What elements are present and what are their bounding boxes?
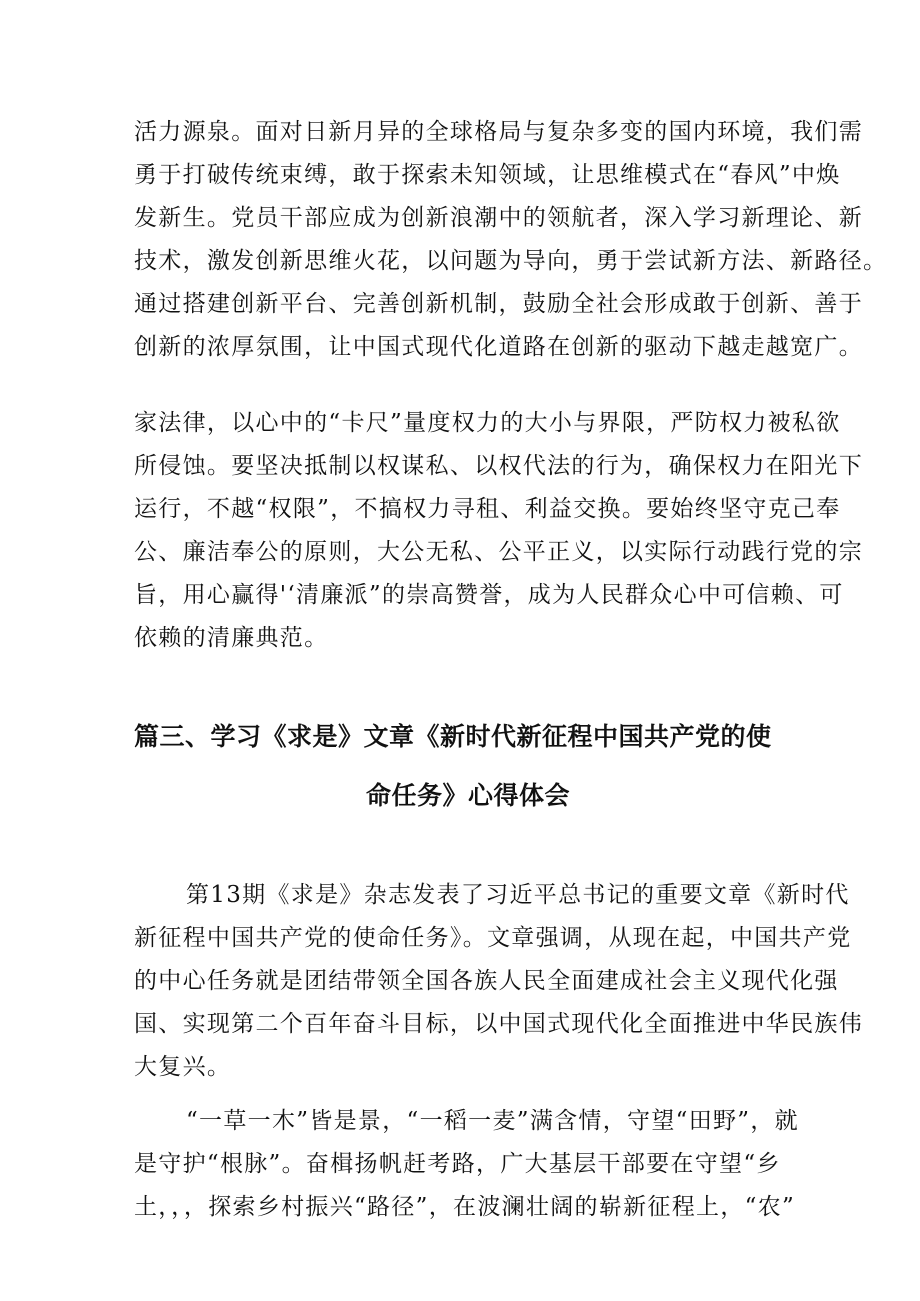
paragraph-first-line: 第13期《求是》杂志发表了习近平总书记的重要文章《新时代 (186, 882, 850, 908)
paragraph-line: 活力源泉。面对日新月异的全球格局与复杂多变的国内环境，我们需 (134, 119, 863, 145)
paragraph-line: 通过搭建创新平台、完善创新机制，鼓励全社会形成敢于创新、善于 (134, 291, 863, 317)
paragraph-line: 新征程中国共产党的使命任务》。文章强调，从现在起，中国共产党 (134, 925, 852, 951)
paragraph-first-line: “一草一木”皆是景，“一稻一麦”满含情，守望“田野”，就 (186, 1108, 799, 1134)
paragraph-line: 技术，激发创新思维火花，以问题为导向，勇于尝试新方法、新路径。 (134, 248, 888, 274)
paragraph-line: 运行，不越“权限”，不搞权力寻租、利益交换。要始终坚守克己奉 (134, 496, 841, 522)
paragraph-line: 发新生。党员干部应成为创新浪潮中的领航者，深入学习新理论、新 (134, 205, 863, 231)
paragraph-line: 勇于打破传统束缚，敢于探索未知领域，让思维模式在“春风”中焕 (134, 162, 841, 188)
paragraph-line: 的中心任务就是团结带领全国各族人民全面建成社会主义现代化强 (134, 968, 839, 994)
paragraph-line: 土，，，探索乡村振兴“路径”，在波澜壮阔的崭新征程上，“农” (134, 1194, 796, 1220)
paragraph-line: 是守护“根脉”。奋楫扬帆赶考路，广大基层干部要在守望“乡 (134, 1151, 781, 1177)
paragraph-line: 国、实现第二个百年奋斗目标，以中国式现代化全面推进中华民族伟 (134, 1011, 863, 1037)
paragraph-line: 依赖的清廉典范。 (134, 625, 329, 651)
paragraph-line: 大复兴。 (134, 1054, 232, 1080)
section-heading-line-1: 篇三、学习《求是》文章《新时代新征程中国共产党的使 (134, 722, 772, 751)
paragraph-line: 创新的浓厚氛围，让中国式现代化道路在创新的驱动下越走越宽广。 (134, 334, 863, 360)
paragraph-line: 旨，用心赢得'‘清廉派”的崇高赞誉，成为人民群众心中可信赖、可 (134, 582, 844, 608)
paragraph-line: 公、廉洁奉公的原则，大公无私、公平正义，以实际行动践行党的宗 (134, 539, 863, 565)
section-heading-line-2: 命任务》心得体会 (366, 781, 571, 810)
paragraph-line: 家法律，以心中的“卡尺”量度权力的大小与界限，严防权力被私欲 (134, 410, 841, 436)
paragraph-line: 所侵蚀。要坚决抵制以权谋私、以权代法的行为，确保权力在阳光下 (134, 453, 863, 479)
